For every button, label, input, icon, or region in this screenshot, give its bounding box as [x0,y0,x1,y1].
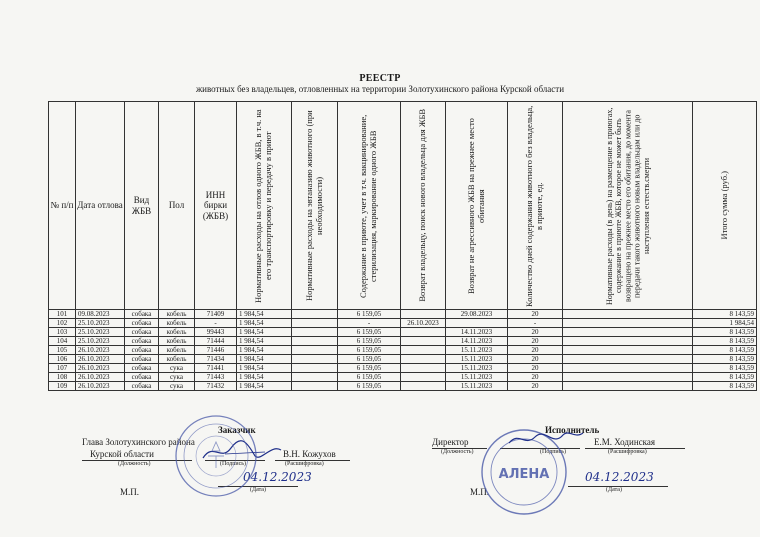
cell-total-sum: 8 143,59 [693,337,757,346]
cell-habitat-return [446,319,508,328]
cell-daily-cost [563,319,693,328]
executor-caption-signature: (Подпись) [540,449,567,455]
cell-days-count: - [508,319,563,328]
cell-shelter-cost: 6 159,05 [338,373,401,382]
cell-owner-return [401,355,446,364]
cell-sex: кобель [159,328,195,337]
cell-animal-type: собака [125,310,159,319]
cell-days-count: 20 [508,364,563,373]
customer-caption-name: (Расшифровка) [285,461,324,467]
cell-total-sum: 8 143,59 [693,364,757,373]
executor-name: Е.М. Ходинская [594,437,656,447]
cell-catch-cost: 1 984,54 [237,346,292,355]
cell-owner-return [401,382,446,391]
cell-number: 103 [49,328,76,337]
table-row [49,373,757,382]
customer-caption-signature: (Подпись) [220,461,247,467]
cell-owner-return [401,373,446,382]
cell-catch-date: 25.10.2023 [76,319,125,328]
executor-heading: Исполнитель [545,425,600,435]
cell-days-count: 20 [508,337,563,346]
table-row [49,337,757,346]
cell-catch-date: 26.10.2023 [76,364,125,373]
cell-catch-cost: 1 984,54 [237,382,292,391]
header-owner-return: Возврат владельцу, поиск нового владельца для ЖБВ [401,102,446,310]
executor-handwritten-date: 04.12.2023 [585,470,654,484]
header-habitat-return: Возврат не агрессивного ЖБВ на прежнее место обитания [446,102,508,310]
table-row [49,328,757,337]
cell-habitat-return: 15.11.2023 [446,346,508,355]
cell-euthanasia-cost [292,373,338,382]
cell-catch-date: 26.10.2023 [76,373,125,382]
cell-euthanasia-cost [292,355,338,364]
cell-euthanasia-cost [292,310,338,319]
cell-number: 101 [49,310,76,319]
cell-catch-date: 26.10.2023 [76,355,125,364]
cell-habitat-return: 15.11.2023 [446,355,508,364]
customer-caption-position: (Должность) [118,461,151,467]
cell-days-count: 20 [508,346,563,355]
cell-daily-cost [563,328,693,337]
cell-catch-cost: 1 984,54 [237,319,292,328]
cell-tag-id: 71432 [195,382,237,391]
cell-tag-id: 71446 [195,346,237,355]
cell-catch-cost: 1 984,54 [237,337,292,346]
cell-sex: кобель [159,346,195,355]
table-row [49,346,757,355]
executor-caption-name: (Расшифровка) [608,449,647,455]
cell-tag-id: 71443 [195,373,237,382]
header-catch-date: Дата отлова [76,102,125,310]
header-total-sum: Итого сумма (руб.) [693,102,757,310]
cell-owner-return [401,337,446,346]
cell-sex: сука [159,382,195,391]
cell-owner-return [401,346,446,355]
document-subtitle: животных без владельцев, отловленных на территории Золотухинского района Курской области [195,84,565,94]
cell-owner-return [401,364,446,373]
customer-caption-date: (Дата) [250,487,266,493]
table-row [49,364,757,373]
cell-euthanasia-cost [292,319,338,328]
executor-caption-position: (Должность) [441,449,474,455]
cell-tag-id: 71441 [195,364,237,373]
cell-shelter-cost: - [338,319,401,328]
cell-total-sum: 8 143,59 [693,355,757,364]
executor-seal-text: АЛЕНА [498,467,550,482]
document-title: РЕЕСТР [359,73,401,84]
cell-animal-type: собака [125,382,159,391]
header-number: № п/п [49,102,76,310]
table-row [49,319,757,328]
cell-sex: кобель [159,319,195,328]
cell-shelter-cost: 6 159,05 [338,364,401,373]
cell-sex: кобель [159,355,195,364]
cell-catch-cost: 1 984,54 [237,364,292,373]
cell-owner-return: 26.10.2023 [401,319,446,328]
header-euthanasia-cost: Нормативные расходы на эвтаназию животного (при необходимости) [292,102,338,310]
cell-animal-type: собака [125,337,159,346]
header-sex: Пол [159,102,195,310]
cell-number: 107 [49,364,76,373]
cell-number: 108 [49,373,76,382]
cell-catch-date: 25.10.2023 [76,328,125,337]
cell-euthanasia-cost [292,337,338,346]
header-animal-type: Вид ЖБВ [125,102,159,310]
cell-habitat-return: 15.11.2023 [446,373,508,382]
cell-daily-cost [563,337,693,346]
cell-daily-cost [563,355,693,364]
cell-catch-cost: 1 984,54 [237,373,292,382]
cell-number: 106 [49,355,76,364]
cell-animal-type: собака [125,328,159,337]
cell-animal-type: собака [125,364,159,373]
cell-days-count: 20 [508,328,563,337]
cell-tag-id: 71444 [195,337,237,346]
cell-catch-cost: 1 984,54 [237,310,292,319]
cell-catch-cost: 1 984,54 [237,328,292,337]
executor-signature-mark [505,425,585,451]
cell-shelter-cost: 6 159,05 [338,382,401,391]
cell-catch-date: 09.08.2023 [76,310,125,319]
header-daily-cost: Нормативные расходы (в день) на размещение в приюгах, содержание в приюте ЖБВ, которое не может быть возвращено на прежнее место его обитания, до момента передачи такого животного новым владельцам или до наступления естеств.смерти [563,102,693,310]
cell-catch-cost: 1 984,54 [237,355,292,364]
cell-days-count: 20 [508,310,563,319]
cell-animal-type: собака [125,355,159,364]
cell-euthanasia-cost [292,364,338,373]
cell-daily-cost [563,310,693,319]
cell-days-count: 20 [508,382,563,391]
cell-catch-date: 26.10.2023 [76,382,125,391]
cell-total-sum: 8 143,59 [693,373,757,382]
executor-position: Директор [432,437,469,447]
cell-sex: кобель [159,337,195,346]
cell-number: 104 [49,337,76,346]
customer-position-line2: Курской области [90,449,154,459]
cell-owner-return [401,328,446,337]
cell-number: 105 [49,346,76,355]
table-row [49,310,757,319]
cell-number: 109 [49,382,76,391]
customer-name: В.Н. Кожухов [283,449,336,459]
cell-tag-id: - [195,319,237,328]
cell-habitat-return: 14.11.2023 [446,328,508,337]
customer-heading: Заказчик [218,425,256,435]
cell-total-sum: 1 984,54 [693,319,757,328]
cell-shelter-cost: 6 159,05 [338,328,401,337]
table-header-row [49,102,757,310]
cell-number: 102 [49,319,76,328]
cell-animal-type: собака [125,319,159,328]
cell-daily-cost [563,373,693,382]
cell-total-sum: 8 143,59 [693,346,757,355]
cell-tag-id: 71409 [195,310,237,319]
cell-habitat-return: 15.11.2023 [446,364,508,373]
cell-sex: сука [159,364,195,373]
cell-habitat-return: 15.11.2023 [446,382,508,391]
cell-daily-cost [563,364,693,373]
cell-animal-type: собака [125,346,159,355]
cell-catch-date: 26.10.2023 [76,346,125,355]
customer-position-line1: Глава Золотухинского района [82,437,195,447]
table-row [49,382,757,391]
cell-shelter-cost: 6 159,05 [338,346,401,355]
cell-euthanasia-cost [292,328,338,337]
cell-days-count: 20 [508,355,563,364]
cell-daily-cost [563,346,693,355]
cell-shelter-cost: 6 159,05 [338,310,401,319]
executor-mp: М.П. [470,487,490,497]
customer-seal [172,412,260,500]
cell-habitat-return: 14.11.2023 [446,337,508,346]
cell-total-sum: 8 143,59 [693,328,757,337]
header-tag-id: ИНН бирки (ЖБВ) [195,102,237,310]
cell-shelter-cost: 6 159,05 [338,355,401,364]
cell-shelter-cost: 6 159,05 [338,337,401,346]
cell-euthanasia-cost [292,382,338,391]
cell-daily-cost [563,382,693,391]
cell-sex: кобель [159,310,195,319]
executor-caption-date: (Дата) [606,487,622,493]
cell-tag-id: 99443 [195,328,237,337]
cell-owner-return [401,310,446,319]
cell-catch-date: 25.10.2023 [76,337,125,346]
header-shelter-cost: Содержание в приюте, учет в т.ч. вакцинирование, стерилизация, маркирование одного ЖБВ [338,102,401,310]
cell-euthanasia-cost [292,346,338,355]
cell-tag-id: 71434 [195,355,237,364]
header-days-count: Количество дней содержания животного без владельца, в приюте, ед. [508,102,563,310]
header-catch-cost: Нормативные расходы на отлов одного ЖБВ, в т.ч. на его транспортировку и передачу в приют [237,102,292,310]
table-row [49,355,757,364]
registry-table [48,101,757,391]
cell-total-sum: 8 143,59 [693,310,757,319]
cell-sex: сука [159,373,195,382]
customer-mp: М.П. [120,487,140,497]
cell-habitat-return: 29.08.2023 [446,310,508,319]
cell-animal-type: собака [125,373,159,382]
customer-handwritten-date: 04.12.2023 [243,470,312,484]
cell-days-count: 20 [508,373,563,382]
cell-total-sum: 8 143,59 [693,382,757,391]
